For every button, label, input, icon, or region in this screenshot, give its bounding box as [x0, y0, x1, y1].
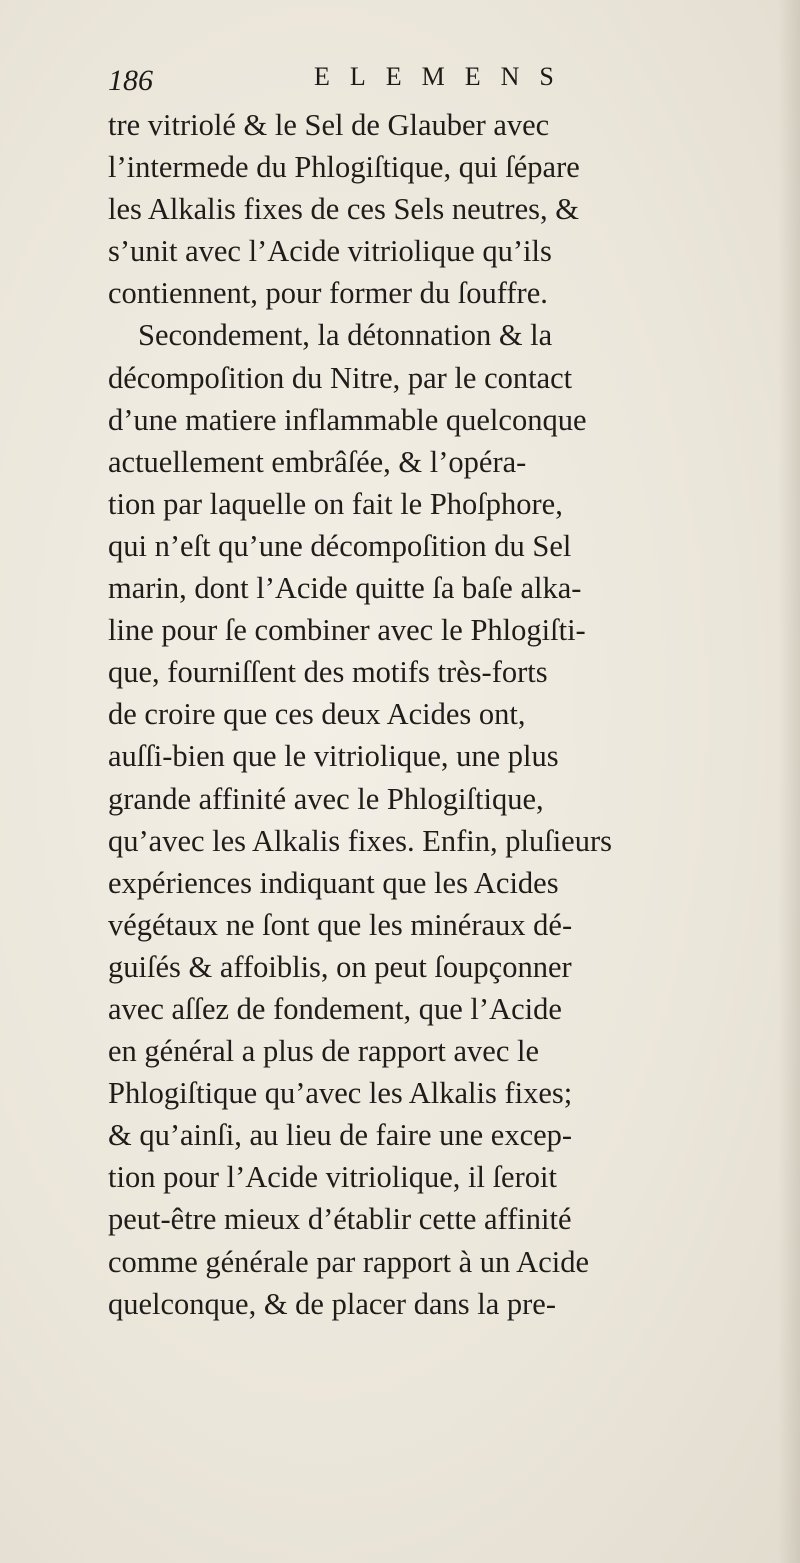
- text-line: qui n’eſt qu’une décompoſition du Sel: [108, 528, 572, 563]
- text-line: en général a plus de rapport avec le: [108, 1034, 540, 1069]
- text-line: de croire que ces deux Acides ont,: [108, 697, 526, 732]
- text-line: peut-être mieux d’établir cette affinité: [108, 1202, 572, 1237]
- text-line: actuellement embrâſée, & l’opéra-: [108, 444, 527, 479]
- body-text: [108, 104, 688, 1325]
- text-line: tre vitriolé & le Sel de Glauber avec: [108, 108, 550, 142]
- page-number: 186: [108, 64, 153, 97]
- running-title: ELEMENS: [314, 62, 574, 91]
- text-line: Phlogiſtique qu’avec les Alkalis fixes;: [108, 1076, 573, 1111]
- text-line: tion par laquelle on fait le Phoſphore,: [108, 486, 563, 521]
- page-header: [108, 62, 668, 102]
- text-line: qu’avec les Alkalis fixes. Enfin, pluſieurs: [108, 823, 612, 858]
- text-line: l’intermede du Phlogiſtique, qui ſépare: [108, 150, 580, 185]
- text-line: d’une matiere inflammable quelconque: [108, 402, 587, 437]
- text-line: comme générale par rapport à un Acide: [108, 1244, 590, 1279]
- page-edge-shadow: [778, 0, 800, 1563]
- text-line: contiennent, pour former du ſouffre.: [108, 276, 548, 311]
- text-line: que, fourniſſent des motifs très-forts: [108, 655, 548, 690]
- text-line: décompoſition du Nitre, par le contact: [108, 360, 573, 395]
- text-line: s’unit avec l’Acide vitriolique qu’ils: [108, 234, 552, 269]
- text-line: line pour ſe combiner avec le Phlogiſti-: [108, 613, 586, 648]
- text-line: auſſi-bien que le vitriolique, une plus: [108, 739, 559, 774]
- text-line: guiſés & affoiblis, on peut ſoupçonner: [108, 949, 572, 984]
- text-line: avec aſſez de fondement, que l’Acide: [108, 991, 562, 1026]
- text-line: quelconque, & de placer dans la pre-: [108, 1286, 556, 1321]
- text-line: grande affinité avec le Phlogiſtique,: [108, 781, 544, 816]
- text-line: & qu’ainſi, au lieu de faire une excep-: [108, 1118, 573, 1153]
- text-line: Secondement, la détonnation & la: [138, 318, 553, 353]
- text-line: végétaux ne ſont que les minéraux dé-: [108, 907, 573, 942]
- text-line: marin, dont l’Acide quitte ſa baſe alka-: [108, 571, 582, 606]
- text-line: tion pour l’Acide vitriolique, il ſeroit: [108, 1160, 557, 1195]
- text-line: expériences indiquant que les Acides: [108, 865, 559, 900]
- text-line: les Alkalis fixes de ces Sels neutres, &: [108, 192, 579, 227]
